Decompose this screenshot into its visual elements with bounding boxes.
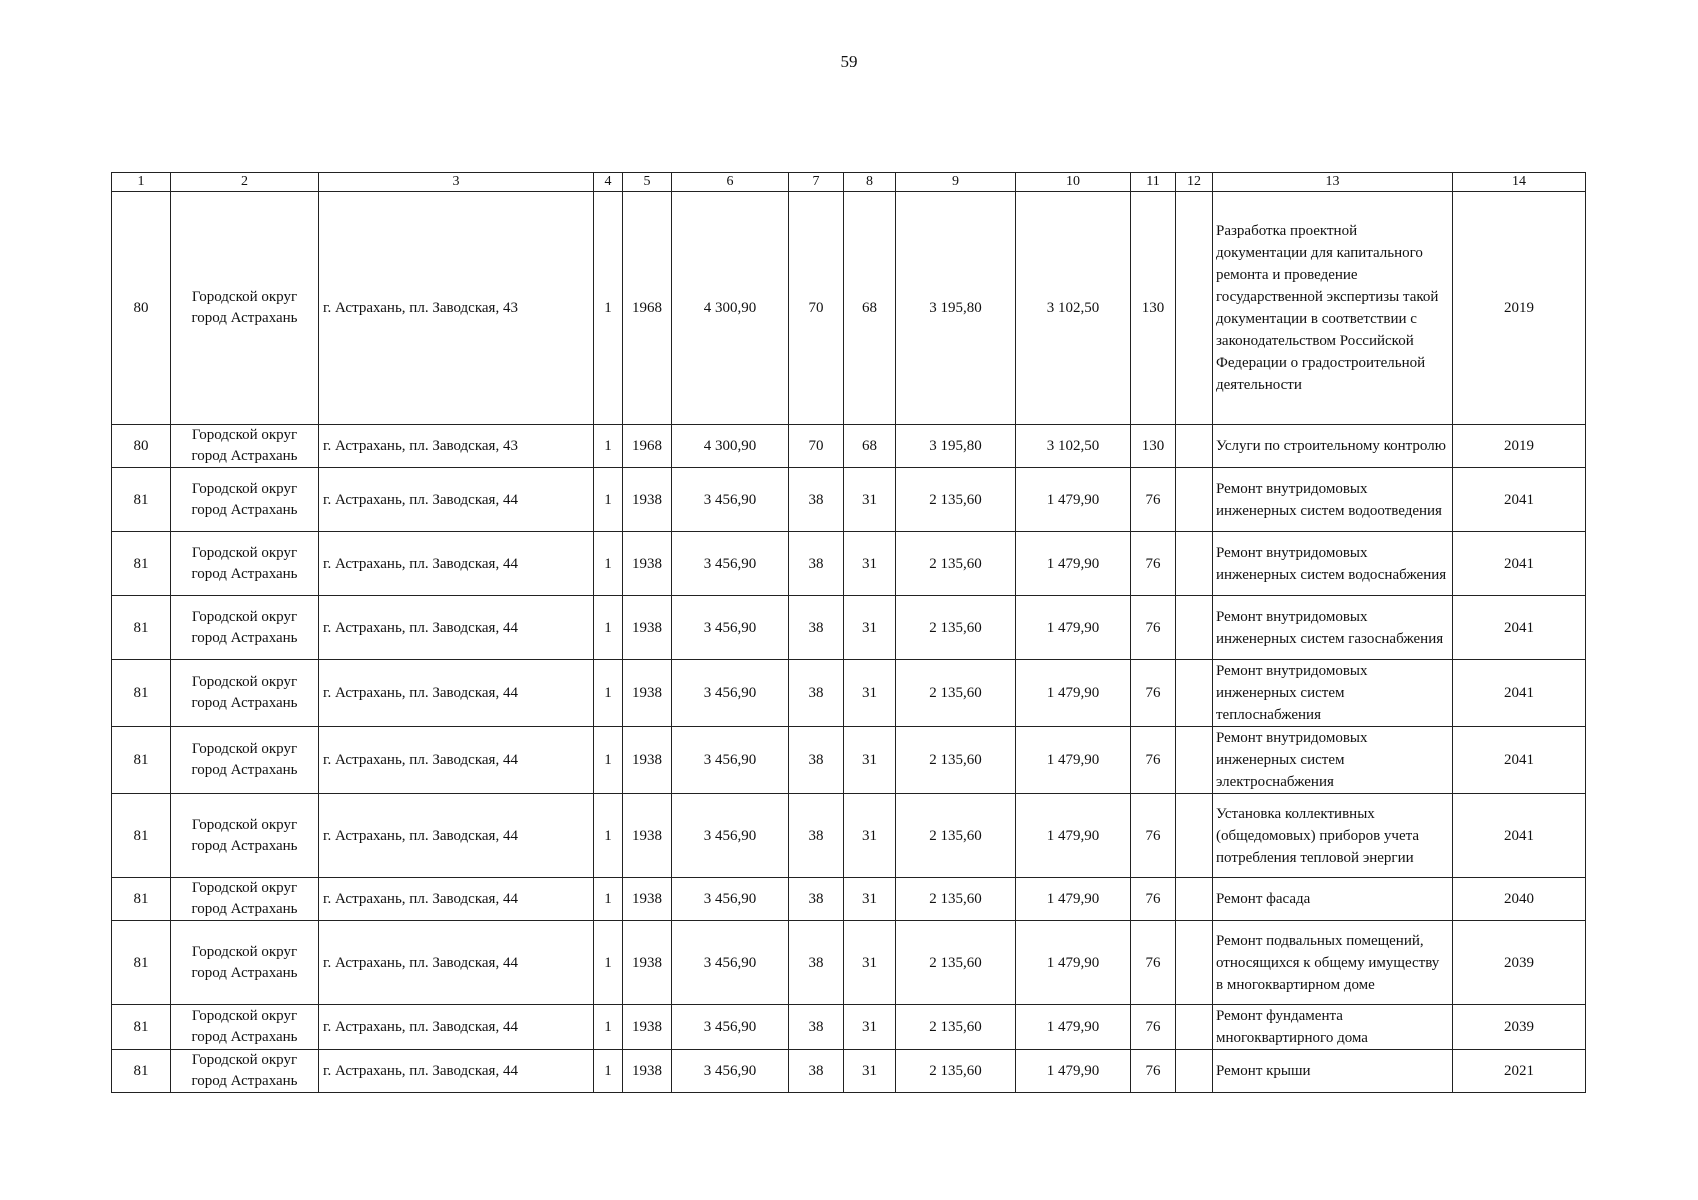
cell-address: г. Астрахань, пл. Заводская, 43	[319, 425, 594, 468]
cell-c7: 38	[789, 727, 844, 794]
cell-c12	[1176, 1050, 1213, 1093]
cell-c8: 68	[844, 192, 896, 425]
cell-c10: 1 479,90	[1016, 596, 1131, 660]
cell-c7: 38	[789, 596, 844, 660]
cell-no: 81	[112, 532, 171, 596]
column-header: 12	[1176, 173, 1213, 192]
cell-c12	[1176, 878, 1213, 921]
cell-year: 1938	[623, 532, 672, 596]
cell-plan-year: 2021	[1453, 1050, 1586, 1093]
cell-year: 1968	[623, 425, 672, 468]
cell-year: 1938	[623, 1050, 672, 1093]
cell-c11: 76	[1131, 794, 1176, 878]
cell-c12	[1176, 468, 1213, 532]
cell-no: 81	[112, 921, 171, 1005]
cell-area-total: 4 300,90	[672, 192, 789, 425]
cell-c4: 1	[594, 921, 623, 1005]
cell-area-total: 3 456,90	[672, 532, 789, 596]
cell-c4: 1	[594, 660, 623, 727]
table-row	[112, 1050, 1586, 1093]
cell-year: 1938	[623, 660, 672, 727]
column-header: 6	[672, 173, 789, 192]
cell-c7: 38	[789, 468, 844, 532]
cell-area-total: 3 456,90	[672, 1050, 789, 1093]
cell-plan-year: 2019	[1453, 192, 1586, 425]
column-header: 7	[789, 173, 844, 192]
cell-c11: 76	[1131, 921, 1176, 1005]
cell-address: г. Астрахань, пл. Заводская, 44	[319, 532, 594, 596]
column-header: 5	[623, 173, 672, 192]
cell-address: г. Астрахань, пл. Заводская, 43	[319, 192, 594, 425]
cell-district: Городской округ город Астрахань	[171, 921, 319, 1005]
cell-address: г. Астрахань, пл. Заводская, 44	[319, 596, 594, 660]
cell-plan-year: 2040	[1453, 878, 1586, 921]
cell-c9: 2 135,60	[896, 660, 1016, 727]
column-header: 9	[896, 173, 1016, 192]
cell-c8: 31	[844, 794, 896, 878]
repair-program-table	[111, 172, 1586, 1093]
cell-year: 1938	[623, 794, 672, 878]
cell-c9: 2 135,60	[896, 468, 1016, 532]
cell-work: Ремонт внутридомовых инженерных систем электроснабжения	[1213, 727, 1453, 794]
cell-c4: 1	[594, 468, 623, 532]
table-row	[112, 921, 1586, 1005]
cell-c8: 31	[844, 532, 896, 596]
cell-c10: 1 479,90	[1016, 1050, 1131, 1093]
cell-district: Городской округ город Астрахань	[171, 1005, 319, 1050]
cell-c8: 68	[844, 425, 896, 468]
table-row	[112, 794, 1586, 878]
cell-c4: 1	[594, 532, 623, 596]
cell-c4: 1	[594, 1050, 623, 1093]
cell-c8: 31	[844, 1050, 896, 1093]
cell-address: г. Астрахань, пл. Заводская, 44	[319, 1005, 594, 1050]
cell-work: Ремонт внутридомовых инженерных систем газоснабжения	[1213, 596, 1453, 660]
table-row	[112, 660, 1586, 727]
cell-area-total: 3 456,90	[672, 794, 789, 878]
cell-c11: 76	[1131, 727, 1176, 794]
cell-c9: 2 135,60	[896, 878, 1016, 921]
cell-district: Городской округ город Астрахань	[171, 532, 319, 596]
cell-c10: 3 102,50	[1016, 192, 1131, 425]
cell-no: 81	[112, 468, 171, 532]
column-number-row	[112, 173, 1586, 192]
cell-district: Городской округ город Астрахань	[171, 596, 319, 660]
cell-c8: 31	[844, 660, 896, 727]
cell-c7: 38	[789, 878, 844, 921]
cell-district: Городской округ город Астрахань	[171, 660, 319, 727]
cell-c9: 2 135,60	[896, 794, 1016, 878]
cell-c12	[1176, 1005, 1213, 1050]
cell-work: Ремонт внутридомовых инженерных систем водоотведения	[1213, 468, 1453, 532]
cell-plan-year: 2041	[1453, 596, 1586, 660]
cell-c4: 1	[594, 794, 623, 878]
cell-work: Ремонт фасада	[1213, 878, 1453, 921]
cell-c11: 76	[1131, 596, 1176, 660]
cell-c12	[1176, 921, 1213, 1005]
cell-year: 1968	[623, 192, 672, 425]
cell-work: Ремонт крыши	[1213, 1050, 1453, 1093]
cell-c9: 2 135,60	[896, 596, 1016, 660]
cell-c12	[1176, 425, 1213, 468]
cell-address: г. Астрахань, пл. Заводская, 44	[319, 1050, 594, 1093]
column-header: 3	[319, 173, 594, 192]
cell-c4: 1	[594, 425, 623, 468]
cell-plan-year: 2019	[1453, 425, 1586, 468]
column-header: 2	[171, 173, 319, 192]
cell-district: Городской округ город Астрахань	[171, 192, 319, 425]
cell-district: Городской округ город Астрахань	[171, 1050, 319, 1093]
cell-address: г. Астрахань, пл. Заводская, 44	[319, 921, 594, 1005]
cell-c11: 76	[1131, 532, 1176, 596]
cell-c7: 70	[789, 192, 844, 425]
table-row	[112, 468, 1586, 532]
cell-work: Услуги по строительному контролю	[1213, 425, 1453, 468]
cell-no: 80	[112, 425, 171, 468]
column-header: 8	[844, 173, 896, 192]
cell-c4: 1	[594, 596, 623, 660]
cell-area-total: 3 456,90	[672, 468, 789, 532]
cell-year: 1938	[623, 878, 672, 921]
cell-no: 81	[112, 660, 171, 727]
cell-plan-year: 2041	[1453, 727, 1586, 794]
cell-c9: 2 135,60	[896, 727, 1016, 794]
cell-c8: 31	[844, 727, 896, 794]
cell-c9: 2 135,60	[896, 1005, 1016, 1050]
cell-area-total: 3 456,90	[672, 596, 789, 660]
cell-c7: 38	[789, 1050, 844, 1093]
cell-c9: 2 135,60	[896, 921, 1016, 1005]
cell-area-total: 3 456,90	[672, 660, 789, 727]
cell-c8: 31	[844, 878, 896, 921]
cell-c8: 31	[844, 921, 896, 1005]
column-header: 14	[1453, 173, 1586, 192]
cell-work: Разработка проектной документации для капитального ремонта и проведение государственной экспертизы такой документации в соответствии с законодательством Российской Федерации о градостроительной деятельности	[1213, 192, 1453, 425]
cell-c11: 76	[1131, 1050, 1176, 1093]
cell-c12	[1176, 794, 1213, 878]
cell-c7: 38	[789, 1005, 844, 1050]
cell-district: Городской округ город Астрахань	[171, 794, 319, 878]
cell-c9: 2 135,60	[896, 532, 1016, 596]
cell-area-total: 4 300,90	[672, 425, 789, 468]
cell-district: Городской округ город Астрахань	[171, 468, 319, 532]
cell-area-total: 3 456,90	[672, 1005, 789, 1050]
cell-year: 1938	[623, 1005, 672, 1050]
column-header: 1	[112, 173, 171, 192]
cell-work: Ремонт внутридомовых инженерных систем теплоснабжения	[1213, 660, 1453, 727]
table-row	[112, 192, 1586, 425]
table-row	[112, 596, 1586, 660]
cell-no: 81	[112, 1050, 171, 1093]
cell-address: г. Астрахань, пл. Заводская, 44	[319, 660, 594, 727]
cell-c10: 1 479,90	[1016, 727, 1131, 794]
cell-c9: 3 195,80	[896, 425, 1016, 468]
cell-c12	[1176, 532, 1213, 596]
cell-c12	[1176, 660, 1213, 727]
cell-no: 81	[112, 727, 171, 794]
cell-c11: 76	[1131, 878, 1176, 921]
cell-c12	[1176, 596, 1213, 660]
cell-work: Установка коллективных (общедомовых) приборов учета потребления тепловой энергии	[1213, 794, 1453, 878]
cell-work: Ремонт фундамента многоквартирного дома	[1213, 1005, 1453, 1050]
cell-c8: 31	[844, 1005, 896, 1050]
cell-c4: 1	[594, 1005, 623, 1050]
cell-c9: 3 195,80	[896, 192, 1016, 425]
table-row	[112, 425, 1586, 468]
cell-c7: 38	[789, 660, 844, 727]
cell-c4: 1	[594, 727, 623, 794]
table-row	[112, 532, 1586, 596]
cell-district: Городской округ город Астрахань	[171, 878, 319, 921]
table-row	[112, 727, 1586, 794]
cell-address: г. Астрахань, пл. Заводская, 44	[319, 727, 594, 794]
cell-c11: 76	[1131, 468, 1176, 532]
column-header: 4	[594, 173, 623, 192]
cell-c10: 1 479,90	[1016, 468, 1131, 532]
cell-plan-year: 2039	[1453, 921, 1586, 1005]
cell-c10: 1 479,90	[1016, 1005, 1131, 1050]
cell-c9: 2 135,60	[896, 1050, 1016, 1093]
cell-c7: 38	[789, 794, 844, 878]
cell-c7: 38	[789, 532, 844, 596]
page-number: 59	[840, 52, 858, 71]
cell-year: 1938	[623, 468, 672, 532]
cell-district: Городской округ город Астрахань	[171, 425, 319, 468]
cell-c7: 70	[789, 425, 844, 468]
cell-no: 81	[112, 794, 171, 878]
cell-c8: 31	[844, 596, 896, 660]
cell-c7: 38	[789, 921, 844, 1005]
cell-plan-year: 2039	[1453, 1005, 1586, 1050]
cell-c11: 130	[1131, 425, 1176, 468]
cell-c10: 1 479,90	[1016, 794, 1131, 878]
cell-plan-year: 2041	[1453, 532, 1586, 596]
cell-c10: 1 479,90	[1016, 532, 1131, 596]
cell-plan-year: 2041	[1453, 794, 1586, 878]
cell-year: 1938	[623, 727, 672, 794]
cell-c8: 31	[844, 468, 896, 532]
cell-plan-year: 2041	[1453, 468, 1586, 532]
table-row	[112, 1005, 1586, 1050]
cell-address: г. Астрахань, пл. Заводская, 44	[319, 878, 594, 921]
cell-c12	[1176, 727, 1213, 794]
cell-area-total: 3 456,90	[672, 878, 789, 921]
column-header: 13	[1213, 173, 1453, 192]
cell-c11: 76	[1131, 1005, 1176, 1050]
cell-address: г. Астрахань, пл. Заводская, 44	[319, 794, 594, 878]
cell-work: Ремонт подвальных помещений, относящихся к общему имуществу в многоквартирном доме	[1213, 921, 1453, 1005]
cell-c12	[1176, 192, 1213, 425]
cell-c4: 1	[594, 192, 623, 425]
cell-area-total: 3 456,90	[672, 727, 789, 794]
cell-c10: 1 479,90	[1016, 878, 1131, 921]
cell-year: 1938	[623, 921, 672, 1005]
cell-no: 80	[112, 192, 171, 425]
table-row	[112, 878, 1586, 921]
cell-c10: 1 479,90	[1016, 660, 1131, 727]
cell-plan-year: 2041	[1453, 660, 1586, 727]
cell-c10: 1 479,90	[1016, 921, 1131, 1005]
cell-no: 81	[112, 878, 171, 921]
cell-c4: 1	[594, 878, 623, 921]
cell-no: 81	[112, 1005, 171, 1050]
cell-work: Ремонт внутридомовых инженерных систем водоснабжения	[1213, 532, 1453, 596]
cell-c11: 76	[1131, 660, 1176, 727]
cell-c10: 3 102,50	[1016, 425, 1131, 468]
cell-area-total: 3 456,90	[672, 921, 789, 1005]
cell-year: 1938	[623, 596, 672, 660]
column-header: 10	[1016, 173, 1131, 192]
cell-no: 81	[112, 596, 171, 660]
cell-c11: 130	[1131, 192, 1176, 425]
column-header: 11	[1131, 173, 1176, 192]
cell-district: Городской округ город Астрахань	[171, 727, 319, 794]
cell-address: г. Астрахань, пл. Заводская, 44	[319, 468, 594, 532]
